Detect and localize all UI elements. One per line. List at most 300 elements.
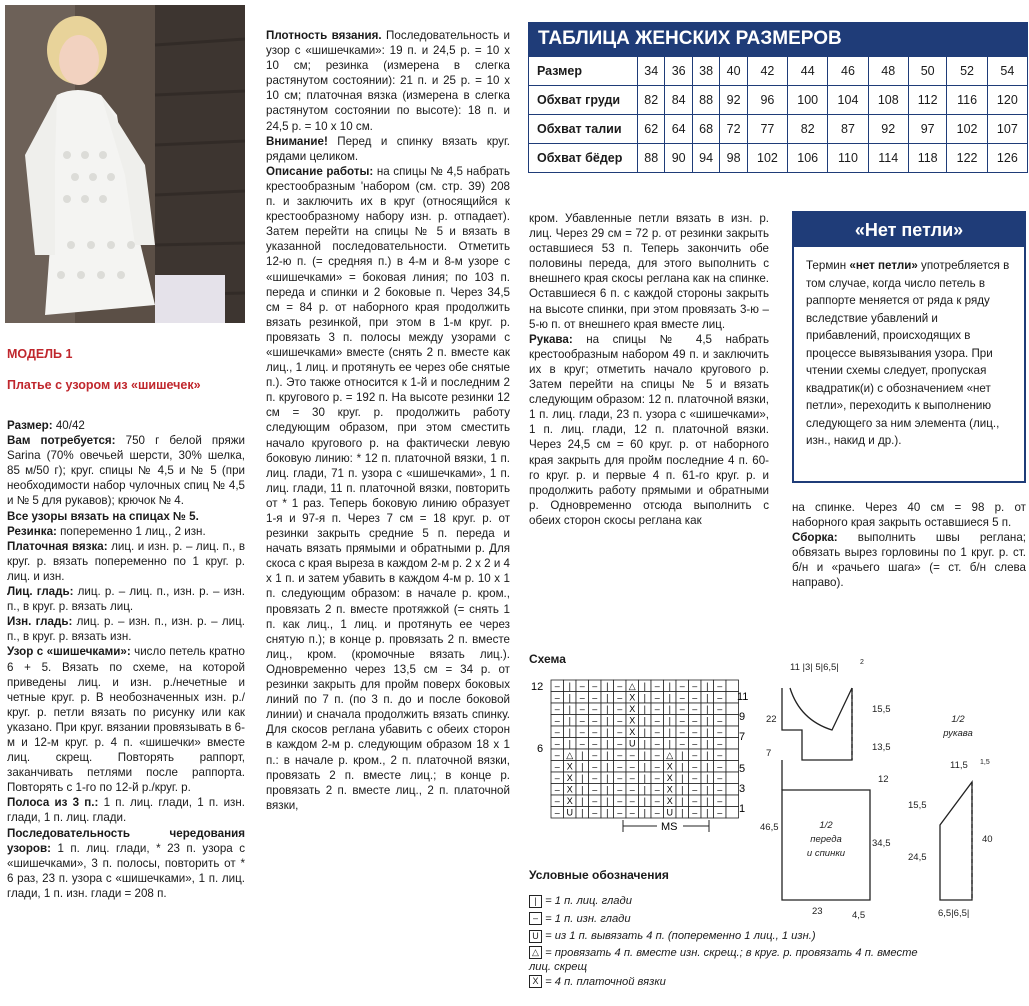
garter-symbol-icon: X [529,975,542,988]
size-cell: 72 [720,115,747,144]
density-text: Последовательность и узор с «шишечками»: 19 п. и 24,5 р. = 10 х 10 см; резинка (измерена в слегка растянутом состоянии): 21 п. и 25 р. = 10 х 10 см; платочная вязка (измерена в слегка растянутом состоянии по высоте): 18 п. и 24,5 р. = 10 х 10 см. [266,29,510,133]
chart-symbol: | [606,796,609,806]
dim-sleeve-top: 11,5 [950,760,968,771]
chart-symbol: X [629,692,636,703]
size-cell: 120 [987,86,1027,115]
legend-garter-text: = 4 п. платочной вязки [545,975,666,988]
chart-symbol: – [554,704,560,714]
chart-symbol: – [692,727,698,737]
chart-symbol: | [706,681,709,691]
size-cell: 97 [908,115,947,144]
size-cell: 98 [720,144,747,173]
chart-symbol: – [679,715,685,726]
column-2-text [266,28,510,813]
chart-symbol: – [717,681,723,691]
size-cell: 90 [665,144,692,173]
chart-symbol: – [617,727,623,737]
column-1-text [7,418,245,901]
dim-sleeve-top-sup: 1,5 [980,759,990,766]
size-cell: 40 [720,57,747,86]
chart-symbol: – [592,681,598,691]
size-cell: 64 [665,115,692,144]
chart-symbol: | [606,738,609,749]
chart-symbol: – [579,704,585,714]
row-label-7: 7 [739,731,746,743]
chart-symbol: | [581,750,584,760]
chart-symbol: – [629,784,635,795]
sleeve-finish-text: на спинке. Через 40 см = 98 р. от наборного края закрыть оставшиеся 5 п. [792,501,1026,530]
chart-symbol: – [654,773,660,783]
row-label-5: 5 [739,763,746,775]
chart-symbol: – [692,738,698,749]
size-cell: 96 [747,86,787,115]
size-cell: 104 [828,86,868,115]
size-cell: 77 [747,115,787,144]
chart-symbol: | [606,704,609,714]
reverse-stockinette-label: Изн. гладь: [7,615,73,629]
note-term: «нет петли» [849,259,918,272]
chart-symbol: | [606,727,609,737]
chart-symbol: – [717,784,723,795]
row-label-1: 1 [739,803,746,815]
note-text-after: употребляется в том случае, когда число петель в раппорте меняется от ряда к ряду вследствие убавлений и прибавлений, происходящих в процессе вывязывания узора. При чтении схемы следует, пропуская квадратик(и) с обозначением «нет петли», переходить к выполнению следующего за ним элемента (лиц., изн., накид и др.). [806,259,1010,447]
attention-label: Внимание! [266,134,328,148]
chart-symbol: – [692,715,698,726]
dim-sleeve-3: 24,5 [908,852,927,863]
chart-symbol: – [554,750,560,760]
chart-symbol: | [581,773,584,783]
chart-cell [726,715,739,727]
chart-symbol: | [568,692,571,703]
chart-symbol: – [592,704,598,714]
chart-symbol: | [681,761,684,772]
size-cell: 38 [692,57,719,86]
chart-symbol: – [654,807,660,818]
size-cell: 122 [947,144,987,173]
chart-symbol: – [617,784,623,795]
chart-symbol: – [717,807,723,818]
chart-symbol: – [554,784,560,795]
size-table-row [529,144,1028,173]
chart-symbol: U [666,807,673,818]
purl-symbol-icon: – [529,912,542,925]
chart-symbol: | [581,784,584,795]
size-cell: 48 [868,57,908,86]
bobble-pattern-text: число петель кратно 6 + 5. Вязать по схеме, на которой приведены лиц. и изн. р./нечетные и четные круг. р. В необозначенных изн. р./круг. р. петли вязать по рисунку или как указано. При круг. вязании провязывать в 6-м и 12-м круг. р. 4 п. «шишечки» вместе лиц. скрещ. Повторять раппорт, заканчивать петлями после раппорта. Повторять с 1-го по 12-й р./круг. р. [7,645,245,795]
chart-symbol: | [668,692,671,703]
chart-cell [726,749,739,761]
stockinette-label: Лиц. гладь: [7,585,74,599]
chart-cell [726,726,739,738]
size-cell: 44 [788,57,828,86]
size-label: Размер: [7,419,53,432]
chart-symbol: – [629,750,635,760]
chart-cell [726,738,739,750]
front-piece-label-2: переда [810,834,842,845]
chart-symbol: – [592,692,598,703]
chart-symbol: U [629,738,636,749]
chart-symbol: | [706,784,709,795]
band-text: 1 п. лиц. глади, 1 п. изн. глади, 1 п. лиц. глади. [7,796,245,825]
garter-text: лиц. и изн. р. – лиц. п., в круг. р. вязать попеременно по 1 круг. р. лиц. и изн. [7,539,245,583]
chart-symbol: | [606,681,609,691]
chart-cell [726,703,739,715]
legend-title: Условные обозначения [529,868,669,882]
size-cell: 84 [665,86,692,115]
chart-symbol: – [554,738,560,749]
chart-symbol: – [679,692,685,703]
sleeves-text: на спицы № 4,5 набрать крестообразным набором 49 п. и заключить их в круг; отметить начало кругового р. Затем перейти на спицы № 5 и вязать следующим образом: 12 п. платочной вязки, 1 п. лиц. глади, 23 п. узора с «шишечками», 1 п. лиц. глади, 12 п. платочной вязки. Через 24,5 см = 60 круг. р. от наборного края закрыть для пройм последние 4 п. 60-го круг. р. и первые 4 п. 61-го круг. р. и продолжить работу прямыми и обратными р. Одновременно отсюда выполнить с обеих сторон скосы реглана как [529,332,769,527]
chart-symbol: – [592,761,598,772]
chart-cell [726,680,739,692]
dim-front-1: 15,5 [872,704,891,715]
chart-symbol: | [706,704,709,714]
knit-symbol-icon: | [529,895,542,908]
chart-symbol: – [692,750,698,760]
chart-symbol: – [617,761,623,772]
chart-symbol: – [717,715,723,726]
chart-symbol: | [643,773,646,783]
stitch-chart [529,672,759,842]
chart-symbol: | [643,807,646,818]
chart-symbol: – [554,715,560,726]
chart-symbol: △ [628,681,636,691]
chart-symbol: | [568,681,571,691]
chart-symbol: | [606,807,609,818]
chart-symbol: – [692,784,698,795]
chart-symbol: – [692,681,698,691]
chart-symbol: – [654,784,660,795]
chart-symbol: – [629,796,635,806]
chart-cell [726,807,739,819]
chart-symbol: △ [566,750,574,760]
dim-front-6: 46,5 [760,822,779,833]
sleeve-piece-label-2: рукава [943,728,973,739]
chart-symbol: – [617,704,623,714]
chart-symbol: – [717,692,723,703]
chart-symbol: | [668,715,671,726]
size-table-row [529,57,1028,86]
chart-symbol: | [606,773,609,783]
chart-symbol: | [706,796,709,806]
legend-k4tog-text: = провязать 4 п. вместе изн. скрещ.; в круг. р. провязать 4 п. вместе лиц. скрещ [529,946,918,973]
chart-symbol: | [643,727,646,737]
dim-front-5: 12 [878,774,889,785]
size-cell: 126 [987,144,1027,173]
size-cell: 62 [638,115,665,144]
chart-symbol: – [654,761,660,772]
chart-symbol: | [568,738,571,749]
chart-symbol: – [679,704,685,714]
size-cell: 46 [828,57,868,86]
chart-symbol: X [666,773,673,783]
sleeves-label: Рукава: [529,332,573,346]
legend-knit-text: = 1 п. лиц. глади [545,895,632,907]
row-header: Обхват талии [529,115,638,144]
chart-symbol: | [581,807,584,818]
chart-symbol: – [679,738,685,749]
chart-symbol: | [706,727,709,737]
size-cell: 106 [788,144,828,173]
chart-symbol: | [643,692,646,703]
attention-text: Перед и спинку вязать круг. рядами целиком. [266,134,510,163]
chart-symbol: | [606,715,609,726]
chart-symbol: | [681,784,684,795]
chart-symbol: X [566,784,573,795]
front-finish-text: кром. Убавленные петли вязать в изн. р. лиц. Через 29 см = 72 р. от резинки закрыть оставшиеся 53 п. Теперь закончить обе половины переда, для этого выполнить с внешнего края скосы реглана как на спинке. Оставшиеся 6 п. с каждой стороны закрыть на высоте спинки, при этом провязать 3-ю – 5-ю п. от внешнего края вместе лиц. [529,212,769,331]
chart-symbol: – [654,715,660,726]
chart-cell [726,772,739,784]
dim-front-3: 7 [766,748,772,759]
model-photo [5,5,245,323]
chart-symbol: – [554,681,560,691]
chart-cell [726,784,739,796]
row-header: Размер [529,57,638,86]
chart-symbol: | [706,761,709,772]
note-text-before: Термин [806,259,850,272]
chart-symbol: | [643,750,646,760]
chart-symbol: | [643,704,646,714]
chart-symbol: | [643,796,646,806]
legend-purl-text: = 1 п. изн. глади [545,912,631,925]
chart-symbol: X [629,704,636,714]
chart-symbol: – [654,727,660,737]
size-cell: 87 [828,115,868,144]
chart-symbol: – [617,796,623,806]
chart-symbol: – [617,715,623,726]
dim-front-9: 4,5 [852,910,866,921]
size-cell: 82 [638,86,665,115]
chart-symbol: – [654,738,660,749]
chart-symbol: | [643,738,646,749]
chart-symbol: | [706,692,709,703]
row-label-6: 6 [537,743,544,755]
chart-symbol: – [692,692,698,703]
dim-front-7: 34,5 [872,838,891,849]
size-cell: 42 [747,57,787,86]
legend-bobble-text: = из 1 п. вывязать 4 п. (попеременно 1 лиц., 1 изн.) [545,930,816,942]
size-cell: 36 [665,57,692,86]
size-table-row [529,115,1028,144]
chart-symbol: | [668,681,671,691]
chart-symbol: – [717,750,723,760]
chart-symbol: – [554,761,560,772]
chart-symbol: – [592,738,598,749]
sleeve-piece-label-1: 1/2 [951,714,965,725]
model-title: МОДЕЛЬ 1 [7,347,73,361]
chart-symbol: – [579,727,585,737]
size-table [528,56,1028,173]
dim-sleeve-1: 15,5 [908,800,927,811]
chart-symbol: – [717,761,723,772]
chart-symbol: X [666,761,673,772]
chart-symbol: | [581,761,584,772]
chart-symbol: | [681,773,684,783]
chart-symbol: – [592,773,598,783]
chart-symbol: – [592,715,598,726]
size-table-title: ТАБЛИЦА ЖЕНСКИХ РАЗМЕРОВ [528,22,1028,56]
chart-symbol: – [554,727,560,737]
chart-symbol: | [606,761,609,772]
model-subtitle: Платье с узором из «шишечек» [7,378,201,392]
note-title: «Нет петли» [794,213,1024,247]
bobble-symbol-icon: U [529,930,542,943]
rib-text: попеременно 1 лиц., 2 изн. [56,524,206,538]
size-table-row [529,86,1028,115]
chart-symbol: – [579,715,585,726]
all-patterns-note: Все узоры вязать на спицах № 5. [7,509,199,523]
chart-symbol: | [706,750,709,760]
row-label-3: 3 [739,783,746,795]
size-cell: 34 [638,57,665,86]
size-cell: 50 [908,57,947,86]
chart-symbol: – [654,681,660,691]
chart-symbol: X [566,796,573,806]
reverse-stockinette-text: лиц. р. – изн. п., изн. р. – лиц. п., в круг. р. вязать изн. [7,615,245,644]
legend-item [529,946,929,974]
description-text: на спицы № 4,5 набрать крестообразным 'набором (см. стр. 39) 208 п. и заключить их в круг (относящийся к крестообразному набору изн. р. отпадает). Затем перейти на спицы № 5 и вязать в указанной последовательности. Отметить 12-ю п. (= средняя п.) в 4-м и 8-м узоре с «шишечками» = боковая линия; по 103 п. переда и спинки и 2 боковые п. Через 34,5 см = 84 р. от наборного края продолжить вязать резинкой, при этом в 1-м круг. р. провязать 3 п. полосы между узорами с «шишечками» вместе (снять 2 п. вместе как лиц., 1 лиц. и протянуть ее через обе снятые п.). Это также относится к 1-й и последним 2 п. кругового р. = 192 п. На высоте резинки 12 см = 30 круг. р. продолжить работу следующим образом, при этом сместить начало кругового р. на фактически левую боковую линию: * 12 п. платочной вязки, 1 п. лиц. глади, 71 п. узора с «шишечками», 1 п. лиц. глади, 11 п. платочной вязки, повторить от * 1 раз. Теперь боковую линию образует 1-я и 97-я п. Через 7 см = 18 круг. р. от резинки закрыть средние 5 п. переда и начать вязать прямыми и обратными р. Для скоса с края выреза в каждом 2-м р. 2 х 2 и 4 х 1 п. и затем убавить в каждом 4-м р. 10 х 1 п. следующим образом: в начале р. кром., провязать 2 п. вместе протяжкой (= снять 1 п. как лиц., 1 лиц. и протянуть ее через снятую п.); в конце р. провязать 2 п. вместе лиц., кром. (кромочные вязать лиц.). Одновременно через 13,5 см = 34 р. от резинки закрыть для пройм поверх боковых линий по 7 п. (по 3 п. до и после боковой линии) и сначала продолжить вязать спинку. Для скосов реглана убавить с обеих сторон в каждом 2-м р. следующим образом 18 х 1 п.: в начале р. кром., 2 п. платочной вязки, провязать 2 п. вместе лиц.; в конце р. провязать 2 п. вместе лиц., 2 п. платочной вязки, [266,164,510,812]
dim-front-8: 23 [812,906,823,917]
chart-symbol: – [692,773,698,783]
legend-item [529,974,929,992]
sequence-text: 1 п. лиц. глади, * 23 п. узора с «шишечками», 3 п. полосы, повторить от * 6 раз, 23 п. узора с «шишечками», 1 п. лиц. глади, 1 п. изн. глади = 208 п. [7,841,245,900]
size-cell: 92 [720,86,747,115]
chart-symbol: – [654,704,660,714]
chart-symbol: – [617,738,623,749]
chart-symbol: – [654,750,660,760]
bobble-pattern-label: Узор с «шишечками»: [7,645,131,659]
ms-label: MS [661,821,678,833]
chart-symbol: – [717,727,723,737]
no-stitch-note [792,211,1026,483]
chart-symbol: – [617,681,623,691]
chart-symbol: – [629,761,635,772]
chart-symbol: X [566,761,573,772]
k4tog-symbol-icon: △ [529,946,542,959]
chart-symbol: | [681,807,684,818]
dim-sleeve-4: 6,5|6,5| [938,908,970,919]
chart-symbol: – [592,727,598,737]
chart-symbol: | [668,727,671,737]
chart-symbol: X [666,796,673,806]
column-3-text [529,211,769,528]
chart-symbol: – [654,692,660,703]
chart-symbol: | [643,681,646,691]
size-cell: 88 [692,86,719,115]
pattern-schematic [760,650,1028,930]
size-cell: 102 [947,115,987,144]
chart-symbol: – [579,681,585,691]
sequence-label: Последовательность чередования узоров: [7,826,245,855]
chart-symbol: – [692,807,698,818]
chart-symbol: – [692,704,698,714]
size-cell: 118 [908,144,947,173]
size-value: 40/42 [52,419,85,432]
rib-label: Резинка: [7,524,57,538]
note-body [794,247,1024,450]
assembly-label: Сборка: [792,531,838,545]
size-cell: 88 [638,144,665,173]
chart-symbol: – [554,796,560,806]
chart-symbol: – [579,738,585,749]
materials-text: 750 г белой пряжи Sarina (70% овечьей шерсти, 30% шелка, 85 м/50 г); круг. спицы № 4,5 и № 5 (при необходимости набор чулочных спиц № 4,5 и № 5 для рукавов); крючок № 4. [7,434,245,508]
chart-symbol: – [692,796,698,806]
size-cell: 102 [747,144,787,173]
chart-symbol: – [717,773,723,783]
size-cell: 107 [987,115,1027,144]
chart-symbol: – [579,692,585,703]
row-label-12: 12 [531,681,544,693]
model-heading [7,347,247,392]
size-cell: 100 [788,86,828,115]
chart-symbol: – [617,692,623,703]
row-label-11: 11 [737,691,749,703]
chart-symbol: | [568,727,571,737]
column-4-text [792,500,1026,591]
size-cell: 112 [908,86,947,115]
dim-front-4: 13,5 [872,742,891,753]
chart-symbol: | [706,738,709,749]
chart-symbol: | [568,715,571,726]
chart-symbol: | [706,807,709,818]
chart-symbol: – [654,796,660,806]
chart-symbol: | [568,704,571,714]
chart-symbol: – [554,807,560,818]
size-cell: 82 [788,115,828,144]
chart-symbol: – [679,681,685,691]
garter-label: Платочная вязка: [7,539,108,553]
chart-symbol: – [592,796,598,806]
woman-in-bobble-dress-photo [5,5,245,323]
size-cell: 116 [947,86,987,115]
chart-symbol: | [643,784,646,795]
size-cell: 92 [868,115,908,144]
chart-symbol: X [666,784,673,795]
chart-symbol: – [717,704,723,714]
front-piece-label-1: 1/2 [819,820,833,831]
chart-symbol: | [606,692,609,703]
size-cell: 110 [828,144,868,173]
chart-symbol: | [668,704,671,714]
size-cell: 94 [692,144,719,173]
density-label: Плотность вязания. [266,29,382,42]
chart-symbol: – [592,784,598,795]
chart-symbol: | [643,715,646,726]
legend-item [529,928,929,946]
row-header: Обхват бёдер [529,144,638,173]
chart-symbol: – [554,773,560,783]
chart-cell [726,761,739,773]
chart-symbol: | [681,796,684,806]
chart-symbol: – [617,807,623,818]
chart-symbol: U [566,807,573,818]
chart-symbol: – [592,807,598,818]
chart-symbol: – [717,738,723,749]
materials-label: Вам потребуется: [7,434,116,448]
dim-top-front-sup: 2 [860,659,864,666]
chart-symbol: – [629,807,635,818]
band-label: Полоса из 3 п.: [7,796,99,810]
size-cell: 54 [987,57,1027,86]
description-label: Описание работы: [266,164,374,178]
dim-top-front: 11 |3| 5|6,5| [790,662,839,673]
chart-symbol: – [629,773,635,783]
chart-symbol: X [629,715,636,726]
chart-symbol: | [606,750,609,760]
assembly-text: выполнить швы реглана; обвязать вырез горловины по 1 круг. р. ст. б/н и «рачьего шага» (= ст. б/н слева направо). [792,531,1026,590]
chart-symbol: – [554,692,560,703]
chart-symbol: – [692,761,698,772]
